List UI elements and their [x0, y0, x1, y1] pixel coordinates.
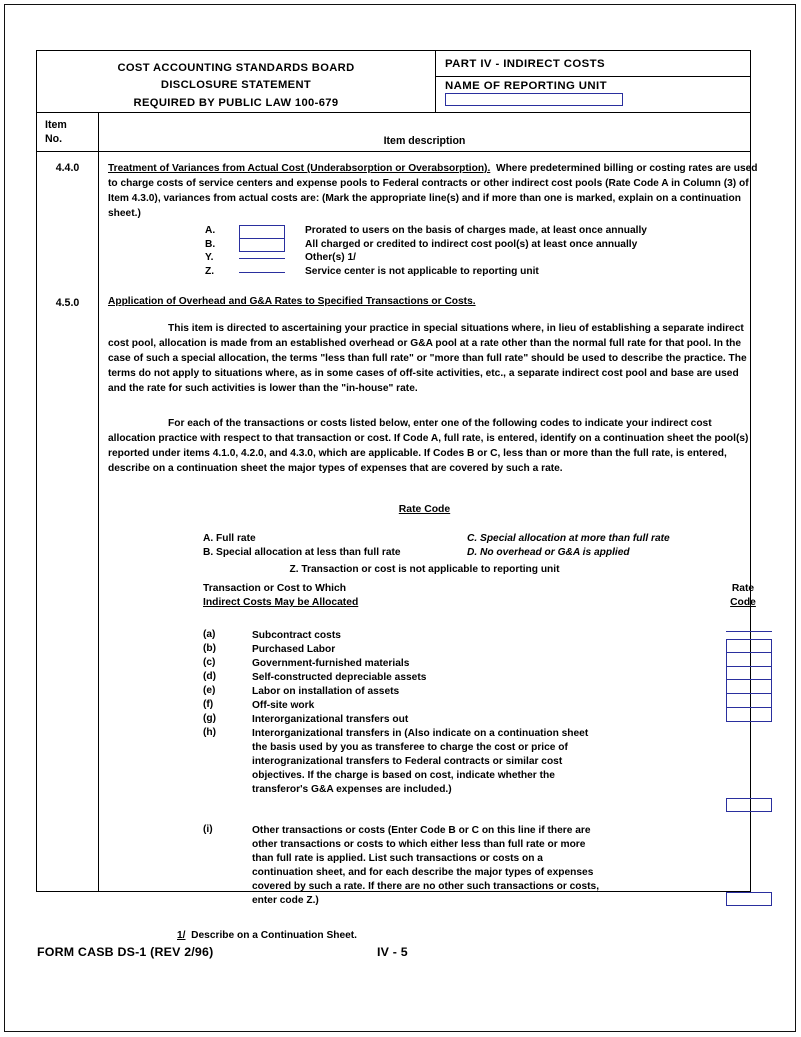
transaction-label-b: Purchased Labor	[252, 644, 336, 656]
item-number-450: 4.5.0	[55, 297, 80, 310]
item-440-body: Where predetermined billing or costing rates are used to charge costs of service centers and expense pools to Federal contracts or other indirect cost pools (Rate Code A in Column (3) of Item 4.3.0), variances from actual costs are: (Mark the appropriate line(s) and if more than one is marked, explain on a continuation sheet.)	[108, 163, 758, 220]
reporting-unit-block	[436, 77, 750, 111]
column-header-item-no-line1: Item	[45, 119, 67, 132]
transaction-key-c: (c)	[203, 657, 216, 669]
transaction-key-d: (d)	[203, 671, 217, 683]
form-title-line-3: REQUIRED BY PUBLIC LAW 100-679	[133, 96, 339, 109]
transaction-label-i: Other transactions or costs (Enter Code B or C on this line if there are other transactions or costs to which either less than full rate or more than full rate is applied. List such transactions or costs on a continuation sheet, and for each describe the major types of expenses covered by such a rate. If there are no other such transactions or costs, enter code Z.)	[252, 825, 600, 906]
option-label-z: Service center is not applicable to reporting unit	[305, 265, 539, 277]
rate-code-option-z: Z. Transaction or cost is not applicable to reporting unit	[289, 564, 560, 576]
form-title-line-1: COST ACCOUNTING STANDARDS BOARD	[117, 62, 355, 74]
column-header-description: Item description	[99, 113, 751, 152]
transaction-header-right	[713, 582, 773, 610]
option-letter-z: Z.	[205, 265, 215, 277]
form-identifier: FORM CASB DS-1 (REV 2/96)	[37, 945, 214, 959]
rate-code-entry-c[interactable]	[726, 653, 772, 667]
rate-code-entry-f[interactable]	[726, 694, 772, 708]
item-number-440: 4.4.0	[55, 162, 80, 175]
rate-code-entry-g[interactable]	[726, 708, 772, 722]
rate-code-options-right	[467, 532, 670, 559]
form-title-block	[37, 51, 436, 113]
rate-code-heading: Rate Code	[398, 504, 451, 516]
transaction-key-f: (f)	[203, 699, 214, 711]
transaction-label-c: Government-furnished materials	[252, 658, 410, 670]
option-label-a: Prorated to users on the basis of charges made, at least once annually	[305, 225, 647, 237]
option-label-b: All charged or credited to indirect cost pool(s) at least once annually	[305, 238, 638, 250]
option-line-y[interactable]	[239, 258, 285, 259]
transaction-label-g: Interorganizational transfers out	[252, 714, 409, 726]
item-450-footnote	[177, 929, 357, 944]
part-title: PART IV - INDIRECT COSTS	[436, 51, 750, 77]
transaction-key-a: (a)	[203, 629, 216, 641]
transaction-label-d: Self-constructed depreciable assets	[252, 672, 427, 684]
rate-code-option-b: B. Special allocation at less than full rate	[203, 546, 401, 558]
transaction-label-e: Labor on installation of assets	[252, 686, 400, 698]
transaction-label-f: Off-site work	[252, 700, 315, 712]
rate-code-entry-i[interactable]	[726, 892, 772, 906]
scanned-page-frame	[4, 4, 796, 1032]
rate-code-entry-h[interactable]	[726, 798, 772, 812]
transaction-label-a: Subcontract costs	[252, 630, 341, 642]
item-450-title: Application of Overhead and G&A Rates to Specified Transactions or Costs.	[108, 296, 476, 308]
form-header-row	[37, 51, 751, 113]
option-letter-a: A.	[205, 225, 216, 237]
transaction-key-b: (b)	[203, 643, 217, 655]
rate-code-option-d: D. No overhead or G&A is applied	[467, 546, 630, 558]
option-label-y: Other(s) 1/	[305, 252, 356, 264]
option-letter-b: B.	[205, 238, 216, 250]
transaction-key-i: (i)	[203, 824, 213, 836]
form-body-row	[37, 152, 751, 892]
footnote-text: Describe on a Continuation Sheet.	[185, 930, 358, 942]
reporting-unit-input[interactable]	[445, 93, 623, 106]
transaction-header-left-line2: Indirect Costs May be Allocated	[203, 597, 359, 609]
rate-code-options-left	[203, 532, 401, 559]
form-table	[36, 50, 758, 942]
transaction-header-left-line1: Transaction or Cost to Which	[203, 583, 347, 595]
transaction-header-left	[203, 582, 358, 610]
rate-code-option-z-wrap	[99, 559, 750, 577]
transaction-header-right-line1: Rate	[731, 583, 755, 595]
transaction-key-g: (g)	[203, 713, 217, 725]
rate-code-entry-b[interactable]	[726, 639, 772, 653]
item-440-title: Treatment of Variances from Actual Cost (Underabsorption or Overabsorption).	[108, 163, 491, 175]
reporting-unit-label: NAME OF REPORTING UNIT	[445, 80, 607, 92]
transaction-header-right-line2: Code	[730, 597, 756, 609]
part-block	[436, 51, 751, 113]
transaction-key-e: (e)	[203, 685, 216, 697]
transaction-label-h: Interorganizational transfers in (Also indicate on a continuation sheet the basis used by you as transferee to charge the cost or price of interogranizational transfers to Federal contracts or similar cost objectives. If the charge is based on cost, indicate whether the transferor's G&A expenses are included.)	[252, 728, 589, 795]
item-450-paragraph-2: For each of the transactions or costs listed below, enter one of the following codes to indicate your indirect cost allocation practice with respect to that transaction or cost. If Code A, full rate, is entered, identify on a continuation sheet the pool(s) reported under items 4.1.0, 4.2.0, and 4.3.0, which are applicable. If Codes B or C, less than or more than the full rate, is entered, describe on a continuation sheet the major types of expenses that are covered by such a rate.	[108, 418, 749, 475]
option-checkbox-a[interactable]	[239, 225, 285, 239]
column-header-item-no	[37, 113, 99, 152]
item-450-paragraph-1: This item is directed to ascertaining your practice in special situations where, in lieu of establishing a separate indirect cost pool, allocation is made from an established overhead or G&A pool at a rate other than the normal full rate for that pool. In the case of such a special allocation, the terms "less than full rate" or "more than full rate" should be used to describe the practice. The terms do not apply to situations where, as in some cases of off-site activities, etc., a separate indirect cost pool and base are used and the rate for such activities is lower than the "in-house" rate.	[108, 323, 747, 395]
transaction-key-h: (h)	[203, 727, 217, 739]
column-header-item-no-line2: No.	[45, 133, 63, 146]
rate-code-entry-d[interactable]	[726, 667, 772, 681]
option-line-z[interactable]	[239, 272, 285, 273]
column-header-row	[37, 113, 751, 152]
option-letter-y: Y.	[205, 252, 214, 264]
item-description-column	[99, 152, 758, 942]
item-440-paragraph	[108, 162, 758, 222]
form-title-line-2: DISCLOSURE STATEMENT	[160, 79, 312, 92]
rate-code-entry-a[interactable]	[726, 631, 772, 632]
footnote-marker: 1/	[177, 930, 186, 942]
rate-code-entry-e[interactable]	[726, 680, 772, 694]
option-checkbox-b[interactable]	[239, 239, 285, 253]
page-number: IV - 5	[377, 945, 408, 959]
item-number-column	[37, 152, 99, 892]
rate-code-option-a: A. Full rate	[203, 533, 256, 545]
rate-code-option-c: C. Special allocation at more than full rate	[467, 533, 670, 545]
